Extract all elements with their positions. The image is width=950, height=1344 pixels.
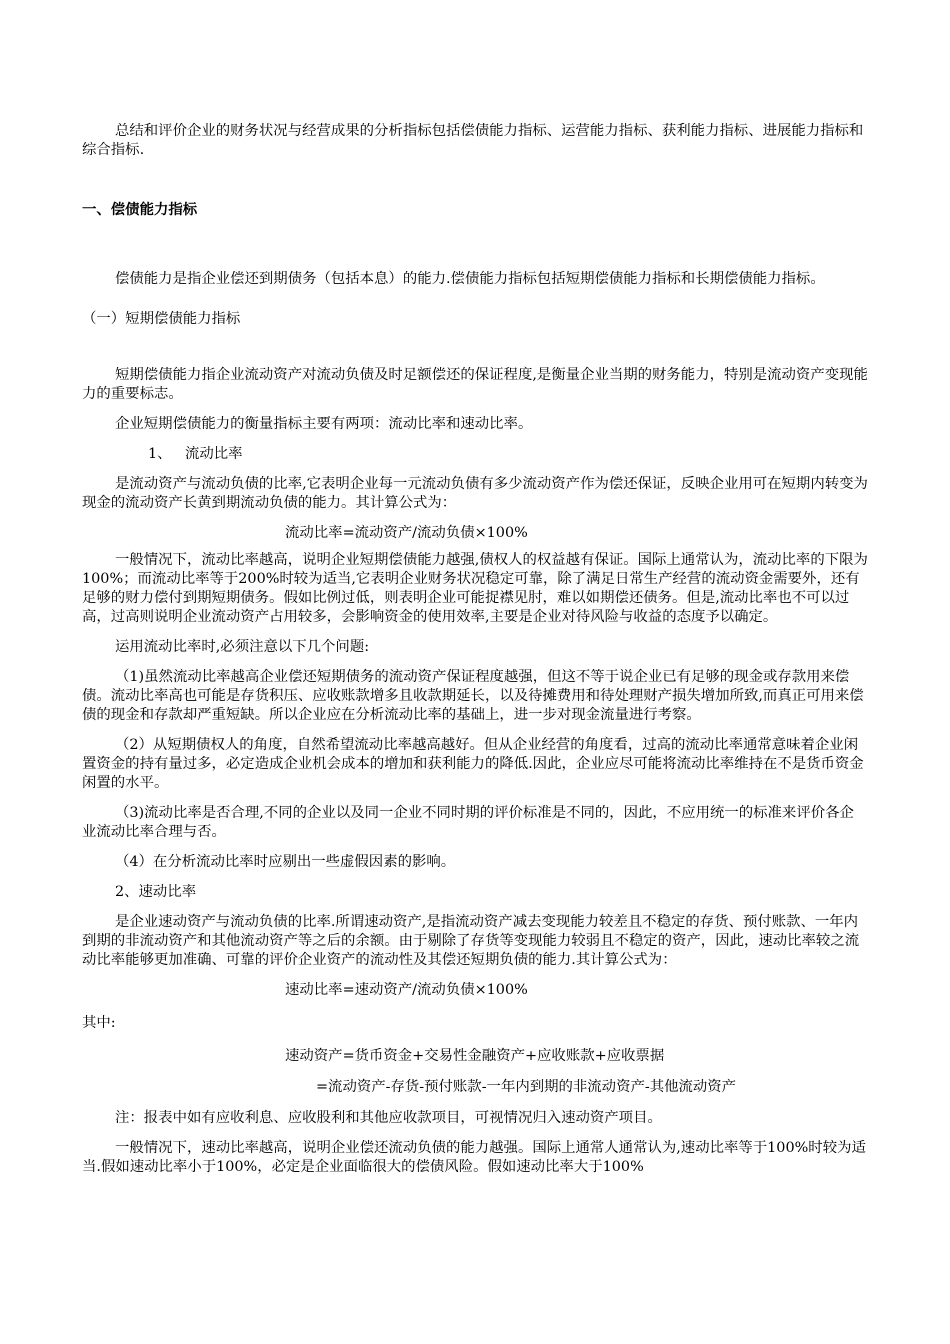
quick-ratio-general-paragraph: 一般情况下，速动比率越高，说明企业偿还流动负债的能力越强。国际上通常人通常认为,速动比率等于100%时较为适当.假如速动比率小于100%，必定是企业面临很大的偿债风险。假如速动比率大于100% — [82, 1140, 866, 1175]
short-term-measures-paragraph: 企业短期偿债能力的衡量指标主要有两项：流动比率和速动比率。 — [115, 416, 533, 432]
list-item-number: 1、 — [148, 446, 172, 462]
note-3-paragraph: （3)流动比率是否合理,不同的企业以及同一企业不同时期的评价标准是不同的，因此，不应用统一的标准来评价各企业流动比率合理与否。 — [82, 805, 854, 840]
subsection-heading-short-term: （一）短期偿债能力指标 — [82, 311, 241, 327]
short-term-definition-paragraph: 短期偿债能力指企业流动资产对流动负债及时足额偿还的保证程度,是衡量企业当期的财务能力，特别是流动资产变现能力的重要标志。 — [82, 367, 868, 402]
quick-assets-formula-line-1: 速动资产=货币资金+交易性金融资产+应收账款+应收票据 — [285, 1048, 665, 1064]
quick-assets-formula-line-2: =流动资产-存货-预付账款-一年内到期的非流动资产-其他流动资产 — [316, 1079, 737, 1095]
intro-paragraph: 总结和评价企业的财务状况与经营成果的分析指标包括偿债能力指标、运营能力指标、获利能力指标、进展能力指标和综合指标. — [82, 123, 864, 158]
solvency-paragraph: 偿债能力是指企业偿还到期债务（包括本息）的能力.偿债能力指标包括短期偿债能力指标和长期偿债能力指标。 — [115, 271, 825, 287]
section-heading-solvency: 一、偿债能力指标 — [82, 202, 198, 218]
note-4-paragraph: （4）在分析流动比率时应剔出一些虚假因素的影响。 — [115, 854, 456, 870]
where-label: 其中: — [82, 1015, 116, 1031]
current-ratio-general-paragraph: 一般情况下，流动比率越高，说明企业短期偿债能力越强,债权人的权益越有保证。国际上通常认为，流动比率的下限为100%；而流动比率等于200%时较为适当,它表明企业财务状况稳定可靠，除了满足日常生产经营的流动资金需要外，还有足够的财力偿付到期短期债务。假如比例过低，则表明企业可能捉襟见肘，难以如期偿还债务。但是,流动比率也不可以过高，过高则说明企业流动资产占用较多，会影响资金的使用效率,主要是企业对待风险与收益的态度予以确定。 — [82, 552, 868, 625]
document-body — [82, 122, 868, 1177]
list-item-quick-ratio: 2、速动比率 — [115, 884, 197, 900]
current-ratio-formula: 流动比率=流动资产/流动负债×100% — [285, 525, 528, 541]
list-item-current-ratio — [82, 445, 868, 464]
quick-ratio-formula: 速动比率=速动资产/流动负债×100% — [285, 982, 528, 998]
current-ratio-definition-paragraph: 是流动资产与流动负债的比率,它表明企业每一元流动负债有多少流动资产作为偿还保证，反映企业用可在短期内转变为现金的流动资产长黄到期流动负债的能力。其计算公式为： — [82, 476, 868, 511]
report-note-paragraph: 注：报表中如有应收利息、应收股利和其他应收款项目，可视情况归入速动资产项目。 — [115, 1110, 662, 1126]
note-1-paragraph: （1)虽然流动比率越高企业偿还短期债务的流动资产保证程度越强，但这不等于说企业已有足够的现金或存款用来偿债。流动比率高也可能是存货积压、应收账款增多且收款期延长，以及待摊费用和待处理财产损失增加所致,而真正可用来偿债的现金和存款却严重短缺。所以企业应在分析流动比率的基础上，进一步对现金流量进行考察。 — [82, 669, 864, 723]
list-item-title: 流动比率 — [185, 446, 243, 462]
note-2-paragraph: （2）从短期债权人的角度，自然希望流动比率越高越好。但从企业经营的角度看，过高的流动比率通常意味着企业闲置资金的持有量过多，必定造成企业机会成本的增加和获利能力的降低.因此，企业应尽可能将流动比率维持在不是货币资金闲置的水平。 — [82, 737, 864, 791]
attention-paragraph: 运用流动比率时,必须注意以下几个问题: — [115, 639, 370, 655]
quick-ratio-definition-paragraph: 是企业速动资产与流动负债的比率.所谓速动资产,是指流动资产减去变现能力较差且不稳定的存货、预付账款、一年内到期的非流动资产和其他流动资产等之后的余额。由于剔除了存货等变现能力较弱且不稳定的资产，因此，速动比率较之流动比率能够更加准确、可靠的评价企业资产的流动性及其偿还短期负债的能力.其计算公式为： — [82, 914, 860, 968]
